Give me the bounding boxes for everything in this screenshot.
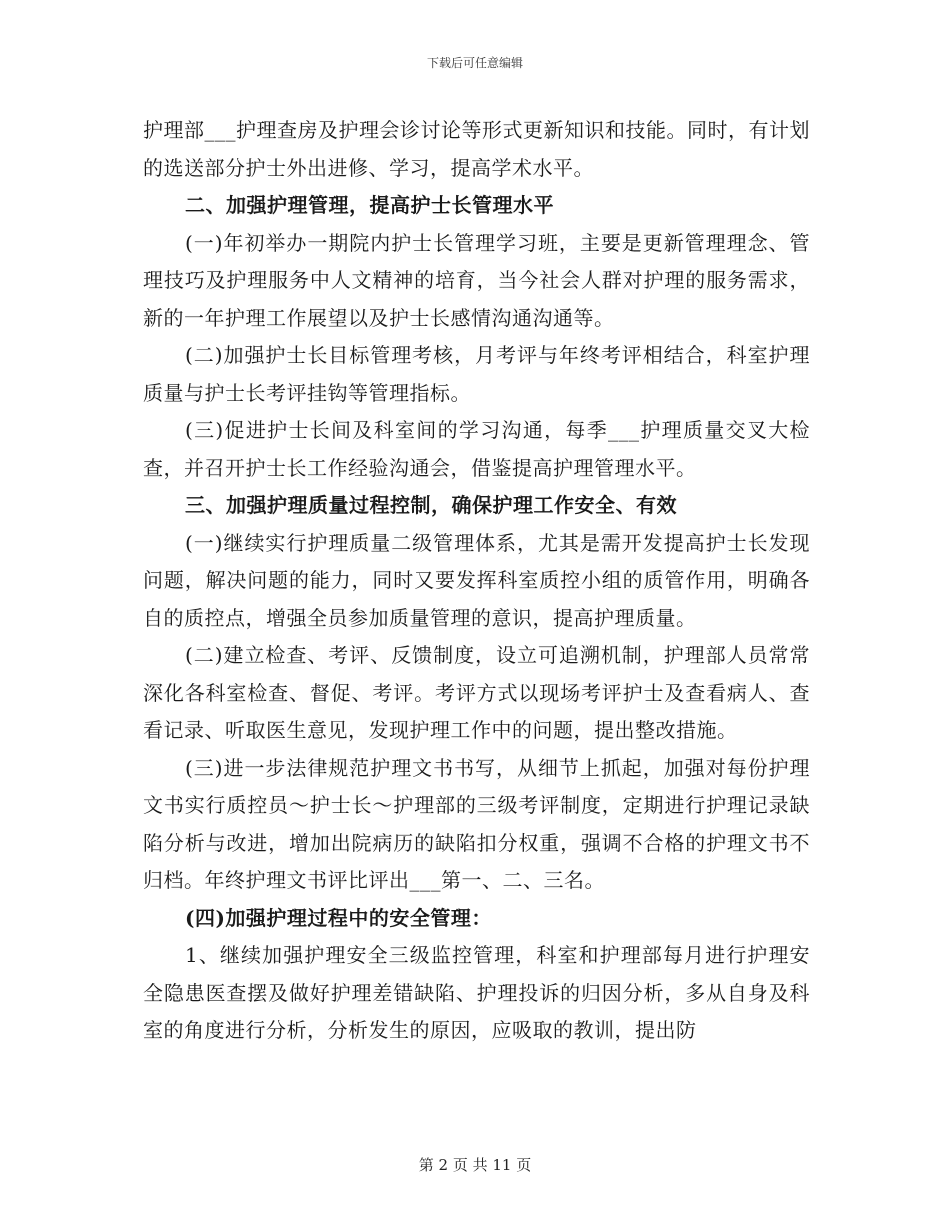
subsection-heading-3-4: (四)加强护理过程中的安全管理： bbox=[185, 905, 492, 930]
paragraph-1: 护理部___护理查房及护理会诊讨论等形式更新知识和技能。同时，有计划的选送部分护士外出进修、学习，提高学术水平。 bbox=[143, 118, 810, 180]
paragraph-3-4-1: 1、继续加强护理安全三级监控管理，科室和护理部每月进行护理安全隐患医查摆及做好护理差错缺陷、护理投诉的归因分析，多从自身及科室的角度进行分析，分析发生的原因，应吸取的教训，提出防 bbox=[143, 943, 810, 1042]
paragraph-3-3: (三)进一步法律规范护理文书书写，从细节上抓起，加强对每份护理文书实行质控员～护士长～护理部的三级考评制度，定期进行护理记录缺陷分析与改进，增加出院病历的缺陷扣分权重，强调不合格的护理文书不归档。年终护理文书评比评出___第一、二、三名。 bbox=[143, 755, 810, 892]
page-header: 下载后可任意编辑 bbox=[426, 56, 523, 70]
paragraph-3-2: (二)建立检查、考评、反馈制度，设立可追溯机制，护理部人员常常深化各科室检查、督促、考评。考评方式以现场考评护士及查看病人、查看记录、听取医生意见，发现护理工作中的问题，提出整改措施。 bbox=[143, 643, 810, 742]
paragraph-2-3: (三)促进护士长间及科室间的学习沟通，每季___护理质量交叉大检查，并召开护士长工作经验沟通会，借鉴提高护理管理水平。 bbox=[143, 418, 810, 480]
paragraph-2-1: (一)年初举办一期院内护士长管理学习班，主要是更新管理理念、管理技巧及护理服务中人文精神的培育，当今社会人群对护理的服务需求，新的一年护理工作展望以及护士长感情沟通沟通等。 bbox=[143, 230, 810, 330]
paragraph-2-2: (二)加强护士长目标管理考核，月考评与年终考评相结合，科室护理质量与护士长考评挂钩等管理指标。 bbox=[143, 343, 810, 405]
document-body bbox=[143, 112, 810, 1050]
page-footer: 第 2 页 共 11 页 bbox=[418, 1156, 532, 1174]
paragraph-3-1: (一)继续实行护理质量二级管理体系，尤其是需开发提高护士长发现问题，解决问题的能力，同时又要发挥科室质控小组的质管作用，明确各自的质控点，增强全员参加质量管理的意识，提高护理质量。 bbox=[143, 530, 810, 630]
section-heading-2: 二、加强护理管理，提高护士长管理水平 bbox=[185, 193, 554, 217]
section-heading-3: 三、加强护理质量过程控制，确保护理工作安全、有效 bbox=[185, 493, 677, 517]
